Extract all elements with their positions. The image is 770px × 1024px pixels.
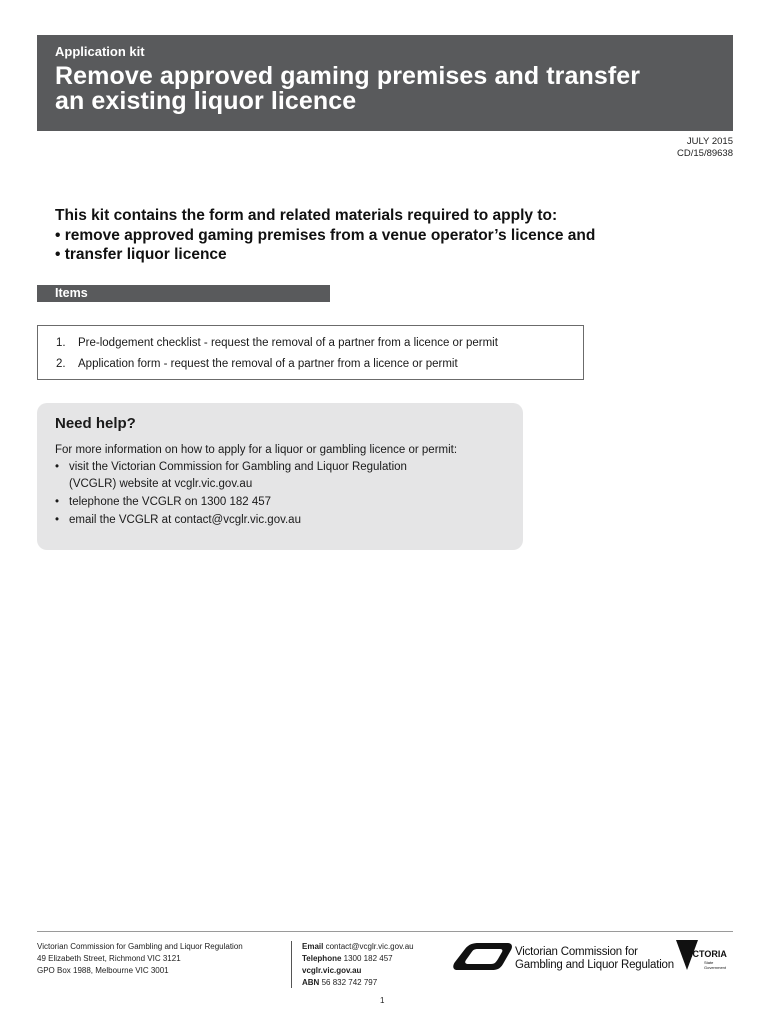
list-item xyxy=(56,333,583,354)
intro-line-1: This kit contains the form and related materials required to apply to: xyxy=(55,207,558,224)
footer-abn: 56 832 742 797 xyxy=(321,978,378,987)
items-heading: Items xyxy=(37,285,330,302)
title-line-2: an existing liquor licence xyxy=(55,87,357,115)
help-list xyxy=(55,459,505,529)
abn-label: ABN xyxy=(302,978,320,987)
title-line-1: Remove approved gaming premises and transfer xyxy=(55,62,641,90)
footer-email: contact@vcglr.vic.gov.au xyxy=(325,942,414,951)
footer-org: Victorian Commission for Gambling and Liquor Regulation xyxy=(37,942,243,951)
email-label: Email xyxy=(302,942,324,951)
victoria-subtitle: State Government xyxy=(704,960,727,970)
item-number: 2. xyxy=(56,358,66,370)
help-item-text: telephone the VCGLR on 1300 182 457 xyxy=(69,496,272,508)
help-item-website xyxy=(55,459,505,493)
page-number: 1 xyxy=(380,996,385,1005)
need-help-box xyxy=(37,403,523,550)
help-item-text: (VCGLR) website at vcglr.vic.gov.au xyxy=(69,478,253,490)
vcglr-logo-text xyxy=(515,946,674,972)
logo-line-2: Gambling and Liquor Regulation xyxy=(515,959,674,971)
help-intro: For more information on how to apply for a liquor or gambling licence or permit: xyxy=(55,444,458,456)
footer-po-box: GPO Box 1988, Melbourne VIC 3001 xyxy=(37,966,169,975)
intro-statement xyxy=(55,206,735,265)
footer-rule xyxy=(37,931,733,932)
intro-line-2: • remove approved gaming premises from a venue operator’s licence and xyxy=(55,226,596,244)
document-reference: CD/15/89638 xyxy=(677,148,733,159)
telephone-label: Telephone xyxy=(302,954,342,963)
help-title: Need help? xyxy=(55,415,136,432)
footer-street: 49 Elizabeth Street, Richmond VIC 3121 xyxy=(37,954,181,963)
items-list xyxy=(56,333,583,375)
footer-divider xyxy=(291,941,292,988)
bullet: • xyxy=(55,514,60,526)
page-title xyxy=(55,64,715,114)
item-number: 1. xyxy=(56,337,66,349)
help-item-email xyxy=(55,512,505,529)
item-text: Application form - request the removal of a partner from a licence or permit xyxy=(78,358,458,370)
item-text: Pre-lodgement checklist - request the removal of a partner from a licence or permit xyxy=(78,337,498,349)
items-list-box xyxy=(37,325,584,380)
kit-label: Application kit xyxy=(55,44,145,59)
document-meta xyxy=(677,136,733,160)
footer-address xyxy=(37,941,243,977)
help-item-text: visit the Victorian Commission for Gambling and Liquor Regulation xyxy=(69,461,407,473)
footer-website: vcglr.vic.gov.au xyxy=(302,966,362,975)
footer-telephone: 1300 182 457 xyxy=(343,954,393,963)
document-date: JULY 2015 xyxy=(686,136,733,147)
help-item-text: email the VCGLR at contact@vcglr.vic.gov.au xyxy=(69,514,301,526)
bullet: • xyxy=(55,496,60,508)
header-band xyxy=(37,35,733,131)
list-item xyxy=(56,354,583,375)
bullet: • xyxy=(55,461,60,473)
intro-line-3: • transfer liquor licence xyxy=(55,246,227,263)
victoria-wordmark: VICTORIA xyxy=(684,949,727,959)
footer-contact xyxy=(302,941,414,989)
help-item-telephone xyxy=(55,494,505,511)
logo-line-1: Victorian Commission for xyxy=(515,946,638,958)
